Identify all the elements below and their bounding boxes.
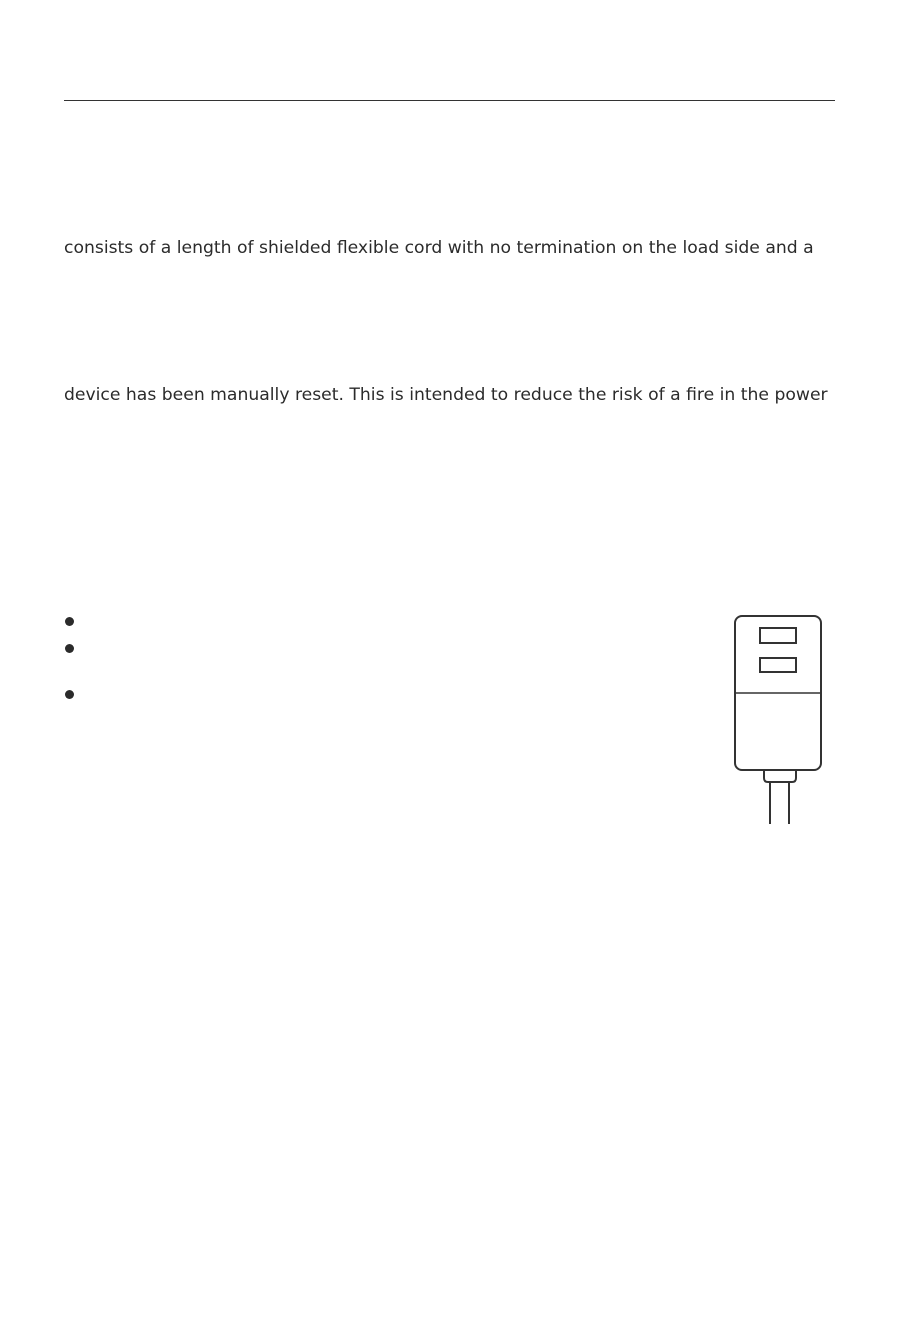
prong-slot-top — [760, 628, 796, 643]
header-divider — [64, 100, 835, 101]
bullet-point-1 — [65, 617, 74, 626]
bullet-point-2 — [65, 644, 74, 653]
bullet-point-3 — [65, 690, 74, 699]
power-plug-adapter-icon — [730, 612, 830, 828]
prong-slot-bottom — [760, 658, 796, 672]
body-text-line-1: consists of a length of shielded flexible cord with no termination on the load side and a — [64, 238, 814, 258]
body-text-line-2: device has been manually reset. This is intended to reduce the risk of a fire in the power — [64, 385, 828, 405]
cable-strain-relief — [764, 770, 796, 782]
